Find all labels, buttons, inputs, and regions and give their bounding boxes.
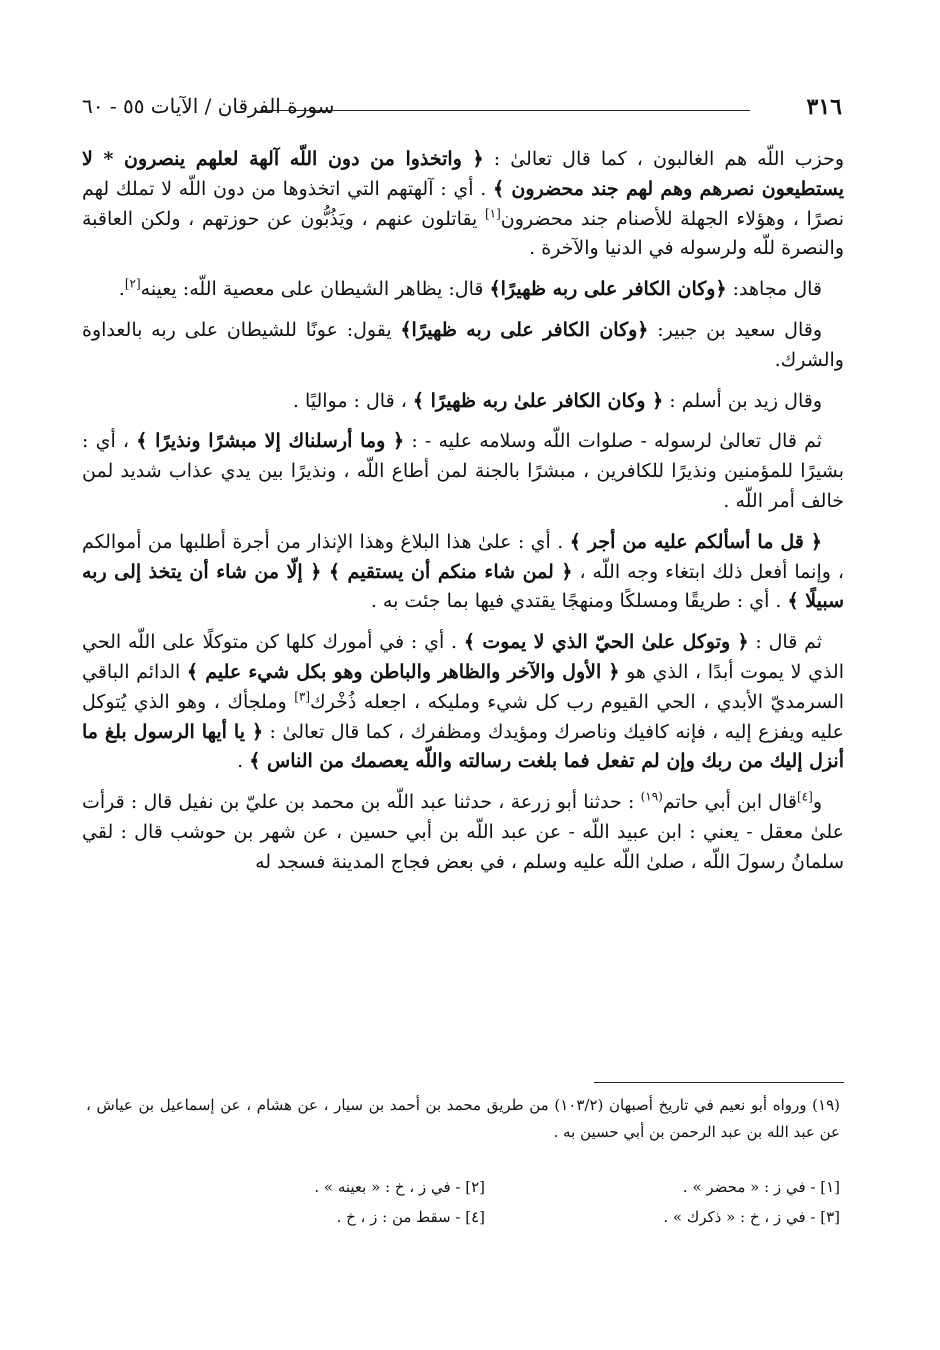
page-header (82, 94, 842, 124)
main-text (82, 145, 844, 889)
text: : حدثنا أبو زرعة ، حدثنا عبد اللّه بن محمد بن عليّ بن نفيل قال : قرأت علىٰ معقل - يعني : ابن عبيد اللّه - عن عبد اللّه بن أبي حسين ، عن شهر بن حوشب قال : لقي سلمانُ رسولَ اللّه ، صلىٰ اللّه عليه وسلم ، في بعض فجاج المدينة فسجد له (82, 791, 844, 873)
quran-quote: ﴿ يا أيها الرسول بلغ ما أنزل إليك من ربك وإن لم تفعل فما بلغت رسالته واللّه يعصمك من الناس ﴾ (82, 720, 844, 773)
text: و (812, 791, 822, 814)
footnote-ref: [٢] (124, 276, 141, 291)
text: . أي : علىٰ هذا البلاغ وهذا الإنذار من أجرة أطلبها من أموالكم ، وإنما أفعل ذلك ابتغاء وجه اللّه ، (82, 530, 844, 583)
text: وقال سعيد بن جبير: (648, 318, 823, 341)
text: . (118, 278, 125, 301)
text: يقول: عونًا للشيطان على ربه بالعداوة والشرك. (82, 318, 844, 371)
paragraph-1 (82, 145, 844, 264)
footnote-ref: [١] (484, 206, 501, 221)
text: . أي : طريقًا ومسلكًا ومنهجًا يقتدي فيها بما جئت به . (370, 590, 788, 613)
quran-quote: ﴿ الأول والآخر والظاهر والباطن وهو بكل شيء عليم ﴾ (186, 660, 620, 683)
text: ، أي : بشيرًا للمؤمنين ونذيرًا للكافرين ، مبشرًا بالجنة لمن أطاع اللّه ، ونذيرًا بين يدي عذاب شديد لمن خالف أمر اللّه . (82, 430, 844, 512)
paragraph-6 (82, 528, 844, 617)
text: قال: يظاهر الشيطان على معصية اللّه: يعينه (140, 278, 490, 301)
text: ثم قال تعالىٰ لرسوله - صلوات اللّه وسلامه عليه - : (404, 430, 823, 453)
variant-note: [١] - في ز : « محضر » . (682, 1178, 840, 1196)
quran-quote: ﴿وكان الكافر على ربه ظهيرًا﴾ (400, 318, 649, 341)
running-title: سورة الفرقان / الآيات ٥٥ - ٦٠ (82, 94, 335, 118)
footnote-rule (594, 1082, 844, 1083)
footnote-19: (١٩) ورواه أبو نعيم في تاريخ أصبهان (١٠٣/٢) من طريق محمد بن أحمد بن سيار ، عن هشام ، عن إسماعيل بن عياش ، عن عبد الله بن عبد الرحمن بن أبي حسين به . (86, 1096, 840, 1141)
paragraph-7 (82, 628, 844, 777)
footnote-ref: (١٩) (640, 789, 663, 804)
quran-quote: ﴿ وما أرسلناك إلا مبشرًا ونذيرًا ﴾ (136, 430, 405, 453)
footnote-ref: [٤] (796, 789, 813, 804)
text: وحزب اللّه هم الغالبون ، كما قال تعالىٰ : (483, 148, 844, 170)
variant-note: [٣] - في ز ، خ : « ذكرك » . (663, 1208, 840, 1226)
text: وقال زيد بن أسلم : (663, 389, 822, 412)
variant-note: [٤] - سقط من : ز ، خ . (336, 1208, 485, 1226)
variant-notes (130, 1172, 840, 1232)
text: قال مجاهد: (726, 278, 822, 301)
paragraph-5 (82, 427, 844, 516)
text: . أي : في أمورك كلها كن متوكلًا على اللّه الحي الذي لا يموت أبدًا ، الذي هو (82, 631, 844, 683)
paragraph-3 (82, 316, 844, 376)
text: يقاتلون عنهم ، ويَذُبُّون عن حوزتهم ، ولكن العاقبة والنصرة للّه ولرسوله في الدنيا والآخرة . (82, 207, 844, 260)
paragraph-2 (82, 275, 844, 305)
quran-quote: ﴿ قل ما أسألكم عليه من أجر ﴾ (569, 530, 822, 553)
quran-quote: ﴿ وتوكل علىٰ الحيّ الذي لا يموت ﴾ (463, 631, 749, 654)
footnote-ref: [٣] (294, 689, 311, 704)
text: . أي : آلهتهم التي اتخذوها من دون اللّه لا تملك لهم نصرًا ، وهؤلاء الجهلة للأصنام جند محضرون (82, 177, 844, 230)
quran-quote: ﴿ لمن شاء منكم أن يستقيم ﴾ ﴿ إلّا من شاء أن يتخذ إلى ربه سبيلًا ﴾ (82, 560, 844, 613)
paragraph-4 (82, 387, 844, 417)
variant-note: [٢] - في ز ، خ : « بعينه » . (314, 1178, 485, 1196)
text: قال ابن أبي حاتم (662, 791, 797, 814)
text: ، قال : مواليًا . (292, 389, 413, 412)
paragraph-8 (82, 788, 844, 877)
text: . (237, 750, 250, 773)
text: ثم قال : (748, 631, 822, 654)
text: وملجأك ، وهو الذي يُتوكل عليه ويفزع إليه ، فإنه كافيك وناصرك ومؤيدك ومظفرك ، كما قال تعالىٰ : (82, 690, 844, 743)
quran-quote: ﴿ وكان الكافر علىٰ ربه ظهيرًا ﴾ (412, 389, 664, 412)
quran-quote: ﴿وكان الكافر على ربه ظهيرًا﴾ (489, 278, 727, 301)
text: الدائم الباقي السرمديّ الأبدي ، الحي القيوم رب كل شيء ومليكه ، اجعله ذُخْرك (82, 660, 845, 713)
page-number: ٣١٦ (806, 94, 842, 120)
quran-quote: ﴿ واتخذوا من دون اللّه آلهة لعلهم ينصرون * لا يستطيعون نصرهم وهم لهم جند محضرون ﴾ (82, 148, 844, 200)
